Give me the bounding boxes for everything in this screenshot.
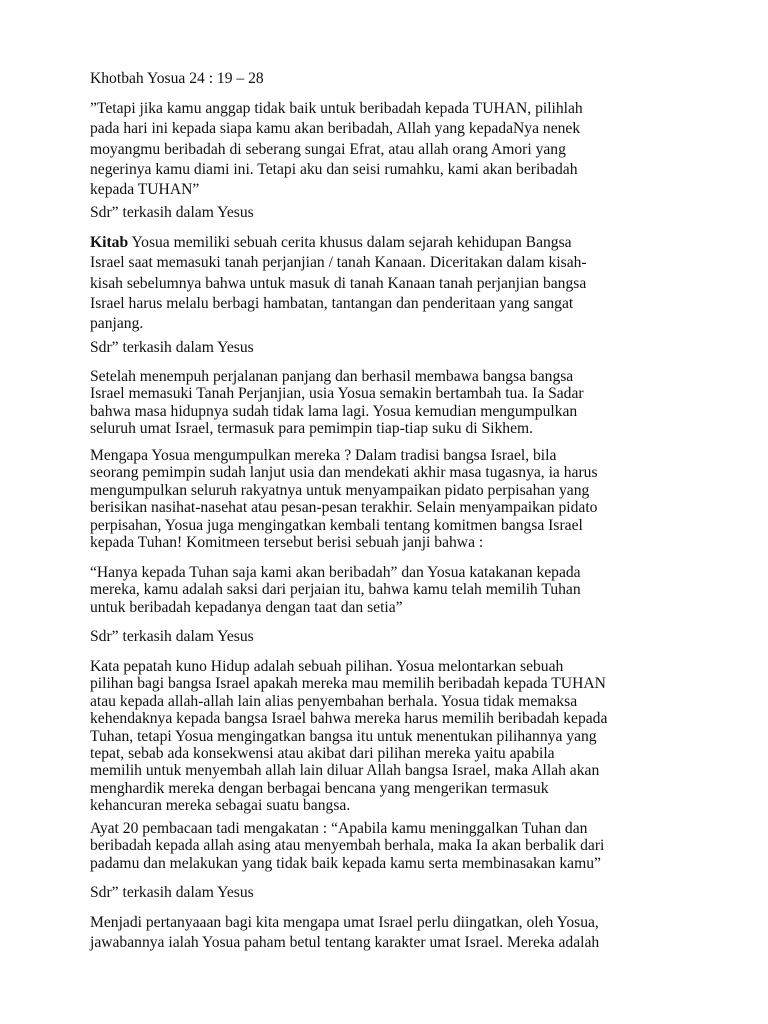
heading-line: Khotbah Yosua 24 : 19 – 28 xyxy=(90,70,264,87)
paragraph-line: Mengapa Yosua mengumpulkan mereka ? Dalam tradisi bangsa Israel, bila xyxy=(90,447,557,464)
quote-line: ”Tetapi jika kamu anggap tidak baik untuk beribadah kepada TUHAN, pilihlah xyxy=(90,100,583,117)
paragraph-line: mengumpulkan seluruh rakyatnya untuk menyampaikan pidato perpisahan yang xyxy=(90,481,590,499)
paragraph-line: mereka, kamu adalah saksi dari perjaian itu, bahwa kamu telah memilih Tuhan xyxy=(90,581,581,599)
quote-line: pada hari ini kepada siapa kamu akan beribadah, Allah yang kepadaNya nenek xyxy=(90,120,581,138)
paragraph-line: kisah sebelumnya bahwa untuk masuk di tanah Kanaan tanah perjanjian bangsa xyxy=(90,274,587,292)
kitab-first-line-text: Yosua memiliki sebuah cerita khusus dalam sejarah kehidupan Bangsa xyxy=(128,234,572,251)
paragraph-menjadi xyxy=(90,913,690,954)
paragraph-line: kehendaknya kepada bangsa Israel bahwa mereka harus memilih beribadah kepada xyxy=(90,710,608,728)
quote-line: negerinya kamu diami ini. Tetapi aku dan seisi rumahku, kami akan beribadah xyxy=(90,160,578,178)
paragraph-line: Israel memasuki Tanah Perjanjian, usia Yosua semakin bertambah tua. Ia Sadar xyxy=(90,385,584,403)
paragraph-line: bahwa masa hidupnya sudah tidak lama lagi. Yosua kemudian mengumpulkan xyxy=(90,402,578,420)
paragraph-ayat xyxy=(90,820,690,872)
greeting-line: Sdr” terkasih dalam Yesus xyxy=(90,884,254,901)
paragraph-line: Menjadi pertanyaaan bagi kita mengapa umat Israel perlu diingatkan, oleh Yosua, xyxy=(90,914,599,931)
quote-line: kepada TUHAN” xyxy=(90,181,200,199)
paragraph-line: untuk beribadah kepadanya dengan taat dan setia” xyxy=(90,598,403,616)
paragraph-line: pilihan bagi bangsa Israel apakah mereka mau memilih beribadah kepada TUHAN xyxy=(90,675,606,693)
paragraph-line: kehancuran mereka sebagai suatu bangsa. xyxy=(90,797,351,815)
paragraph-hanya xyxy=(90,564,690,616)
paragraph-kitab xyxy=(90,233,690,334)
paragraph-line: seorang pemimpin sudah lanjut usia dan mendekati akhir masa tugasnya, ia harus xyxy=(90,464,598,482)
paragraph-line: berisikan nasihat-nasehat atau pesan-pesan terakhir. Selain menyampaikan pidato xyxy=(90,499,598,517)
paragraph-mengapa xyxy=(90,447,690,551)
greeting-2 xyxy=(90,338,690,358)
greeting-1 xyxy=(90,203,690,223)
greeting-line: Sdr” terkasih dalam Yesus xyxy=(90,339,254,356)
paragraph-line xyxy=(90,233,690,253)
paragraph-line: Kata pepatah kuno Hidup adalah sebuah pilihan. Yosua melontarkan sebuah xyxy=(90,658,564,675)
paragraph-setelah xyxy=(90,368,690,438)
paragraph-line: jawabannya ialah Yosua paham betul tentang karakter umat Israel. Mereka adalah xyxy=(90,934,600,952)
sermon-heading xyxy=(90,69,690,89)
kitab-bold-word: Kitab xyxy=(90,234,129,251)
paragraph-line: padamu dan melakukan yang tidak baik kepada kamu serta membinasakan kamu” xyxy=(90,854,601,872)
greeting-line: Sdr” terkasih dalam Yesus xyxy=(90,204,254,221)
paragraph-line: kepada Tuhan! Komitmeen tersebut berisi sebuah janji bahwa : xyxy=(90,534,484,552)
paragraph-line: Israel harus melalu berbagi hambatan, tantangan dan penderitaan yang sangat xyxy=(90,294,574,312)
greeting-4 xyxy=(90,883,690,903)
paragraph-line: beribadah kepada allah asing atau menyembah berhala, maka Ia akan berbalik dari xyxy=(90,837,605,855)
paragraph-line: perpisahan, Yosua juga mengingatkan kembali tentang komitmen bangsa Israel xyxy=(90,516,583,534)
paragraph-line: seluruh umat Israel, termasuk para pemimpin tiap-tiap suku di Sikhem. xyxy=(90,420,534,438)
greeting-3 xyxy=(90,627,690,647)
paragraph-line: “Hanya kepada Tuhan saja kami akan beribadah” dan Yosua katakanan kepada xyxy=(90,564,581,581)
paragraph-line: memilih untuk menyembah allah lain diluar Allah bangsa Israel, maka Allah akan xyxy=(90,762,600,780)
paragraph-line: panjang. xyxy=(90,315,144,333)
opening-quote xyxy=(90,99,690,200)
paragraph-line: Israel saat memasuki tanah perjanjian / tanah Kanaan. Diceritakan dalam kisah- xyxy=(90,254,587,272)
paragraph-line: Tuhan, tetapi Yosua mengingatkan bangsa itu untuk menentukan pilihannya yang xyxy=(90,727,597,745)
greeting-line: Sdr” terkasih dalam Yesus xyxy=(90,628,254,645)
paragraph-line: tepat, sebab ada konsekwensi atau akibat dari pilihan mereka yaitu apabila xyxy=(90,745,555,763)
quote-line: moyangmu beribadah di seberang sungai Efrat, atau allah orang Amori yang xyxy=(90,140,566,158)
paragraph-line: menghardik mereka dengan berbagai bencana yang mengerikan termasuk xyxy=(90,779,549,797)
paragraph-line: atau kepada allah-allah lain alias penyembahan berhala. Yosua tidak memaksa xyxy=(90,692,578,710)
paragraph-line: Ayat 20 pembacaan tadi mengakatan : “Apabila kamu meninggalkan Tuhan dan xyxy=(90,820,588,837)
paragraph-line: Setelah menempuh perjalanan panjang dan berhasil membawa bangsa bangsa xyxy=(90,368,574,385)
paragraph-kata xyxy=(90,658,690,815)
